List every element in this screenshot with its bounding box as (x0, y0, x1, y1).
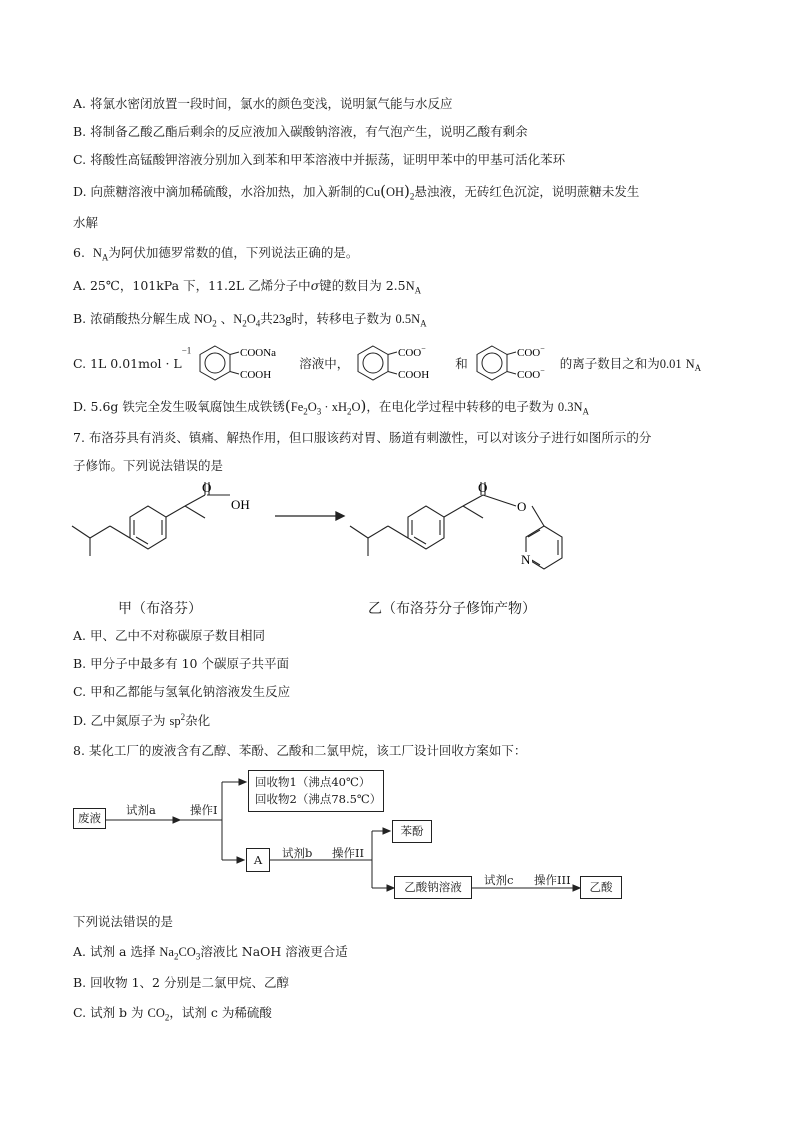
recovered-item-2: 回收物2（沸点78.5℃） (255, 792, 382, 806)
group-coona: COONa (240, 347, 277, 359)
q6-option-a: A. 25℃，101kPa 下，11.2L 乙烯分子中σ键的数目为 $2.5N_A$ (73, 278, 422, 296)
q6-stem: 6. $N_A$为阿伏加德罗常数的值，下列说法正确的是。 (73, 245, 359, 263)
q8-option-c: C. 试剂 b 为 $CO_2$，试剂 c 为稀硫酸 (73, 1005, 272, 1023)
q5-option-a: A. 将氯水密闭放置一段时间，氯水的颜色变浅，说明氯气能与水反应 (73, 96, 453, 111)
sodium-hydrogen-phthalate-structure (195, 343, 295, 385)
q7-stem-line1: 7. 布洛芬具有消炎、镇痛、解热作用，但口服该药对胃、肠道有刺激性，可以对该分子进行如图所示的分 (73, 430, 652, 445)
atom-o-3: O (517, 499, 527, 514)
label-reagent-a: 试剂a (126, 803, 156, 817)
hydrogen-phthalate-ion-structure (353, 343, 451, 385)
q5-option-b: B. 将制备乙酸乙酯后剩余的反应液加入碳酸钠溶液，有气泡产生，说明乙酸有剩余 (73, 124, 528, 139)
atom-n: N (521, 552, 531, 567)
q6-option-b: B. 浓硝酸热分解生成 $NO_2$ 、$N_2O_4$共23g时，转移电子数为 $0.5N_A$ (73, 311, 427, 329)
q5-option-d: D. 向蔗糖溶液中滴加稀硫酸，水浴加热，加入新制的$Cu(OH)_2$悬浊液，无砖红色沉淀，说明蔗糖未发生 (73, 182, 640, 202)
ibuprofen-reaction-diagram (60, 478, 620, 598)
box-sodium-acetate: 乙酸钠溶液 (394, 876, 472, 899)
group-cooh-2: COOH (398, 369, 430, 381)
label-reagent-b: 试剂b (282, 846, 313, 860)
group-coo-minus-b: COO− (516, 366, 545, 381)
q7-option-b: B. 甲分子中最多有 10 个碳原子共平面 (73, 656, 289, 671)
recovered-item-1: 回收物1（沸点40℃） (255, 775, 371, 789)
q8-stem: 8. 某化工厂的废液含有乙醇、苯酚、乙酸和二氯甲烷，该工厂设计回收方案如下： (73, 743, 527, 758)
label-ibuprofen: 甲（布洛芬） (118, 601, 202, 617)
atom-oh: OH (231, 497, 250, 512)
label-product: 乙（布洛芬分子修饰产物） (368, 601, 536, 617)
label-operation-1: 操作I (190, 803, 218, 817)
q8-option-b: B. 回收物 1、2 分别是二氯甲烷、乙醇 (73, 975, 289, 990)
q6-option-d: D. 5.6g 铁完全发生吸氧腐蚀生成铁锈$(Fe_2O_3 \cdot xH_2O)$，在电化学过程中转移的电子数为 $0.3N_A$ (73, 397, 590, 417)
group-coo-minus: COO− (398, 344, 427, 359)
label-operation-3: 操作III (534, 873, 571, 887)
phthalate-ion-structure (472, 343, 556, 385)
atom-o-2: O (478, 480, 488, 495)
q7-stem-line2: 子修饰。下列说法错误的是 (73, 458, 224, 473)
q7-option-d: D. 乙中氮原子为 $sp^2$杂化 (73, 711, 211, 728)
reaction-arrow-icon (275, 512, 344, 520)
box-waste-liquid: 废液 (73, 808, 106, 829)
label-operation-2: 操作II (332, 846, 365, 860)
atom-o-1: O (202, 480, 212, 495)
label-reagent-c: 试剂c (484, 873, 514, 887)
q7-option-c: C. 甲和乙都能与氢氧化钠溶液发生反应 (73, 684, 291, 699)
group-coo-minus-a: COO− (516, 344, 545, 359)
q5-option-d-continued: 水解 (73, 215, 99, 230)
box-recovered-products (248, 770, 384, 812)
q6-option-c: C. 1L $0.01mol \cdot L^{-1}$ COONa COOH 溶液中， COO− COOH 和 COO− COO− 的离子数目之和为0.01 $N_A$ (73, 343, 701, 385)
q8-prompt: 下列说法错误的是 (73, 914, 174, 929)
q5-option-c: C. 将酸性高锰酸钾溶液分别加入到苯和甲苯溶液中并振荡，证明甲苯中的甲基可活化苯环 (73, 152, 566, 167)
box-a: A (246, 848, 270, 872)
q7-option-a: A. 甲、乙中不对称碳原子数目相同 (73, 628, 265, 643)
box-phenol: 苯酚 (392, 820, 432, 843)
group-cooh: COOH (240, 369, 272, 381)
box-acetic-acid: 乙酸 (580, 876, 622, 899)
q8-option-a: A. 试剂 a 选择 $Na_2CO_3$溶液比 NaOH 溶液更合适 (73, 944, 348, 962)
